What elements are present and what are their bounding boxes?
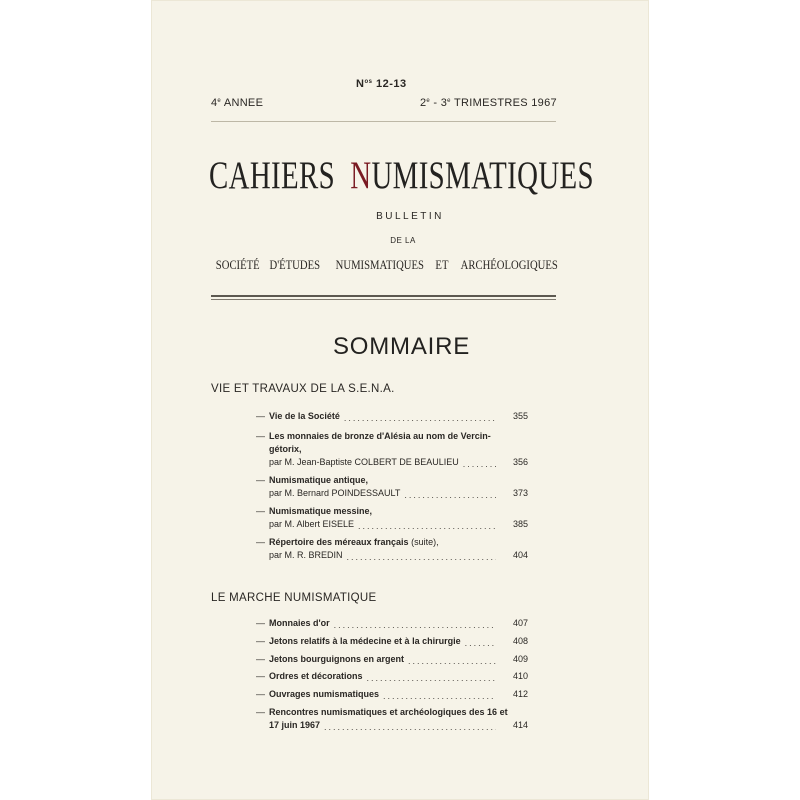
title-accent-letter: N [350,154,372,197]
trimester-label: 2e - 3e TRIMESTRES 1967 [420,97,557,109]
toc-entry: — Ordres et décorations ..... 410 [256,670,528,683]
toc-entry: — Monnaies d'or ..... 407 [256,617,528,630]
toc-entry: — Vie de la Société ..... 355 [256,410,528,423]
toc-entry: — Ouvrages numismatiques ..... 412 [256,688,528,701]
toc-entry: — Rencontres numismatiques et archéologiques des 16 et 17 juin 1967 ..... 414 [256,706,528,732]
toc-entry: — Jetons relatifs à la médecine et à la chirurgie ..... 408 [256,635,528,648]
toc-entry: — Numismatique antique, par M. Bernard POINDESSAULT ..... 373 [256,474,528,500]
section-heading-marche: LE MARCHE NUMISMATIQUE [211,592,377,604]
de-la-label: DE LA [390,236,416,245]
toc-entry: — Numismatique messine, par M. Albert EISELE ..... 385 [256,505,528,531]
toc-entry: — Jetons bourguignons en argent ..... 409 [256,653,528,666]
masthead-double-rule [211,295,556,300]
year-of-publication: 4e ANNEE [211,97,264,109]
section-heading-vie-travaux: VIE ET TRAVAUX DE LA S.E.N.A. [211,383,395,395]
society-name: SOCIÉTÉ D'ÉTUDES NUMISMATIQUES ET ARCHÉOLOGIQUES [215,257,558,272]
toc-entry: — Les monnaies de bronze d'Alésia au nom de Vercin- gétorix, par M. Jean-Baptiste COLBERT DE BEAULIEU ..... 356 [256,430,528,469]
header-divider [211,121,556,122]
issue-number: $N^{os}$ 12-13 [356,78,407,90]
toc-entry: — Répertoire des méreaux français (suite), par M. R. BREDIN ..... 404 [256,536,528,562]
journal-title: CAHIERS NUMISMATIQUES [209,154,594,197]
sommaire-heading: SOMMAIRE [332,333,471,360]
bulletin-label: BULLETIN [376,211,444,222]
